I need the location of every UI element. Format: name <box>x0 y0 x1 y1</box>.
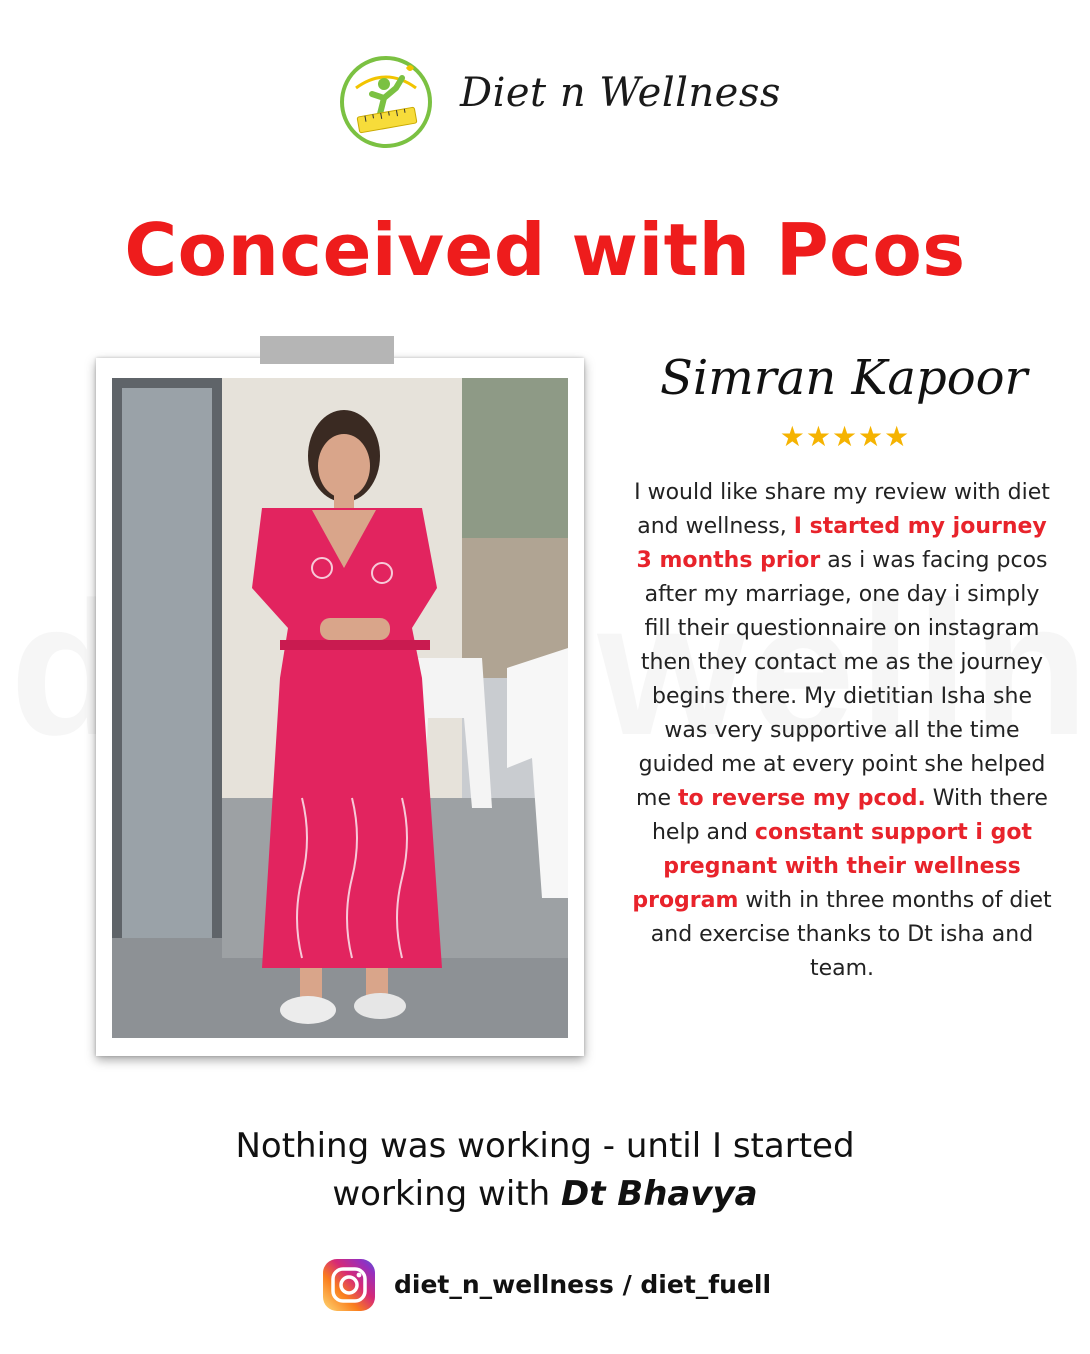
review-highlight: to reverse my pcod. <box>678 786 926 811</box>
tagline-prefix: working with <box>332 1174 561 1214</box>
logo-mark-icon <box>336 48 440 152</box>
review-text <box>632 476 1052 986</box>
review-segment: as i was facing pcos after my marriage, one day i simply fill their questionnaire on instagram then they contact me as the journey begins there. My dietitian Isha she was very supportive all the time guided me at every point she helped me <box>636 548 1048 811</box>
instagram-handles[interactable]: diet_n_wellness / diet_fuell <box>394 1270 772 1299</box>
client-photo <box>112 378 568 1038</box>
reviewer-name: Simran Kapoor <box>660 350 1028 406</box>
rating-stars-icon: ★★★★★ <box>779 420 911 453</box>
review-segment: I would like share my review with diet and wellness, <box>634 480 1050 539</box>
review-highlight: constant support i got pregnant with their wellness program <box>632 820 1033 913</box>
dietitian-name: Dt Bhavya <box>560 1174 758 1214</box>
brand-name: Diet n Wellness <box>460 70 781 116</box>
tagline-line-1: Nothing was working - until I started <box>235 1126 855 1166</box>
page-headline: Conceived with Pcos <box>124 208 966 292</box>
review-highlight: I started my journey 3 months prior <box>636 514 1047 573</box>
tagline-line-2 <box>0 1170 1090 1218</box>
client-photo-illustration <box>112 378 568 1038</box>
brand-logo <box>336 48 781 158</box>
review-segment: With there help and <box>651 786 1048 845</box>
review-segment: with in three months of diet and exercise thanks to Dt isha and team. <box>650 888 1052 981</box>
instagram-icon[interactable] <box>322 1258 376 1312</box>
tagline <box>0 1122 1090 1218</box>
photo-tape <box>260 336 394 364</box>
